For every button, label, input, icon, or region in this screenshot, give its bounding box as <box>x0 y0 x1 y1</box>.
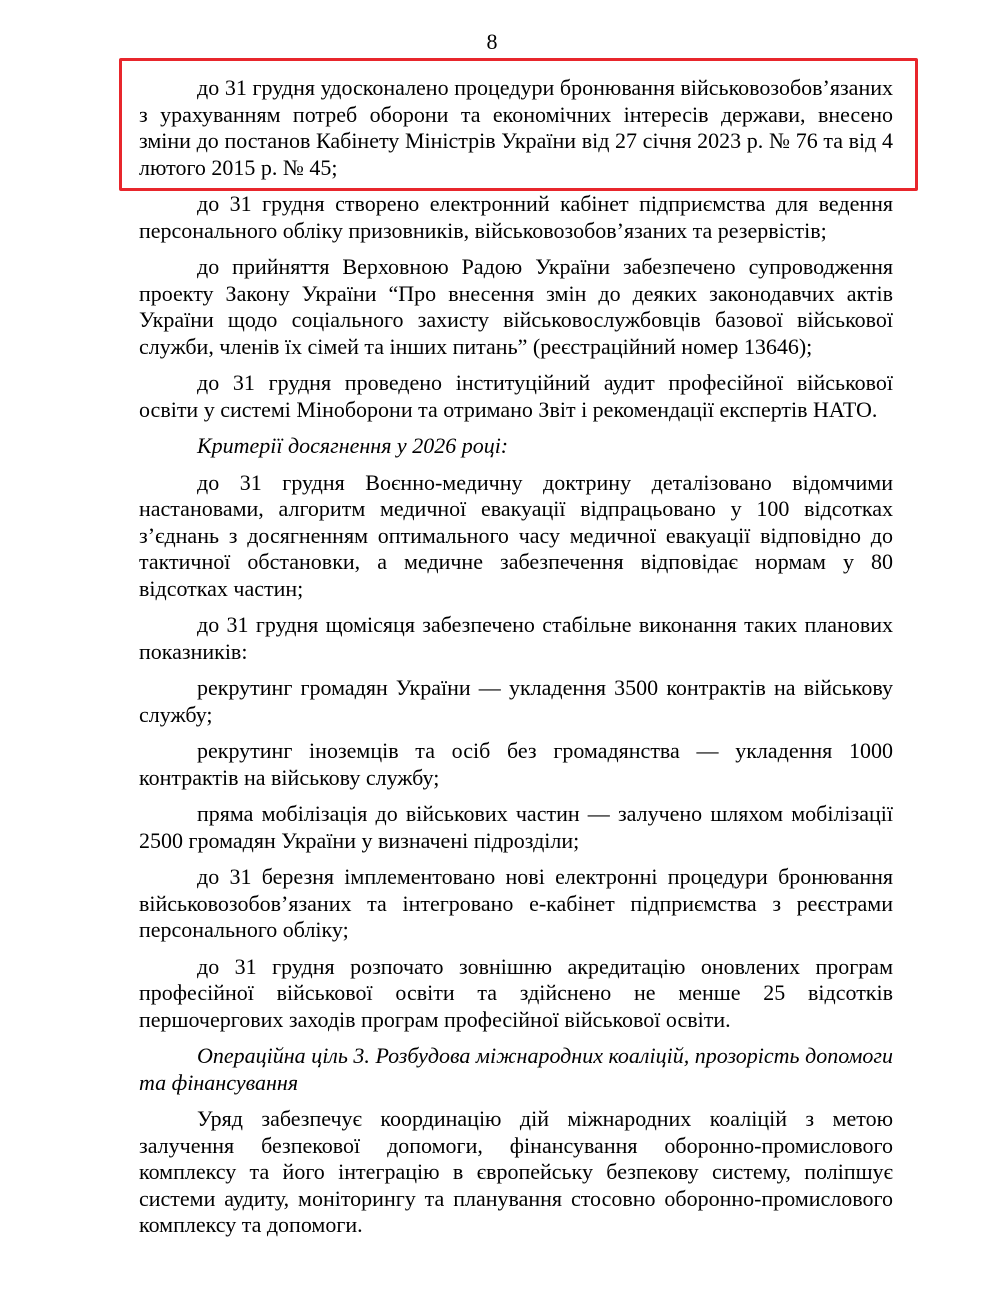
page-number: 8 <box>486 29 498 54</box>
section-heading-criteria-2026: Критерії досягнення у 2026 році: <box>197 433 509 458</box>
paragraph-planned-indicators: до 31 грудня щомісяця забезпечено стабільне виконання таких планових показників: <box>139 612 893 664</box>
section-heading-operational-goal-3: Операційна ціль 3. Розбудова міжнародних коаліцій, прозорість допомоги та фінансування <box>139 1043 893 1095</box>
paragraph-direct-mobilization: пряма мобілізація до військових частин — залучено шляхом мобілізації 2500 громадян України у визначені підрозділи; <box>139 801 893 853</box>
paragraph-government-coordination: Уряд забезпечує координацію дій міжнародних коаліцій з метою залучення безпекової допомоги, фінансування оборонно-промислового комплексу та його інтеграцію в європейську безпекову систему, поліпшує системи аудиту, моніторингу та планування стосовно оборонно-промислового комплексу та допомоги. <box>139 1106 893 1237</box>
paragraph-medical-doctrine: до 31 грудня Воєнно-медичну доктрину деталізовано відомчими настановами, алгоритм медичної евакуації відпрацьовано у 100 відсотках з’єднань з досягненням оптимального часу медичної евакуації відповідно до тактичної обстановки, а медичне забезпечення відповідає нормам у 80 відсотках частин; <box>139 469 893 601</box>
paragraph-draft-law-support: до прийняття Верховною Радою України забезпечено супроводження проекту Закону України “Про внесення змін до деяких законодавчих актів України щодо соціального захисту військовослужбовців базової військової служби, членів їх сімей та інших питань” (реєстраційний номер 13646); <box>139 254 893 359</box>
paragraph-electronic-procedures: до 31 березня імплементовано нові електронні процедури бронювання військовозобов’язаних та інтегровано е-кабінет підприємства з реєстрами персонального обліку; <box>139 864 893 942</box>
document-body <box>139 75 893 1249</box>
paragraph-institutional-audit: до 31 грудня проведено інституційний аудит професійної військової освіти у системі Міноборони та отримано Звіт і рекомендації експертів НАТО. <box>139 370 893 422</box>
paragraph-electronic-cabinet: до 31 грудня створено електронний кабінет підприємства для ведення персонального обліку призовників, військовозобов’язаних та резервістів; <box>139 191 893 243</box>
paragraph-reservation-procedures: до 31 грудня удосконалено процедури бронювання військовозобов’язаних з урахуванням потреб оборони та економічних інтересів держави, внесено зміни до постанов Кабінету Міністрів України від 27 січня 2023 р. № 76 та від 4 лютого 2015 р. № 45; <box>139 75 893 180</box>
paragraph-external-accreditation: до 31 грудня розпочато зовнішню акредитацію оновлених програм професійної військової освіти та здійснено не менше 25 відсотків першочергових заходів програм професійної військової освіти. <box>139 953 893 1032</box>
paragraph-recruiting-foreigners: рекрутинг іноземців та осіб без громадянства — укладення 1000 контрактів на військову службу; <box>139 738 893 790</box>
paragraph-recruiting-citizens: рекрутинг громадян України — укладення 3500 контрактів на військову службу; <box>139 675 893 727</box>
